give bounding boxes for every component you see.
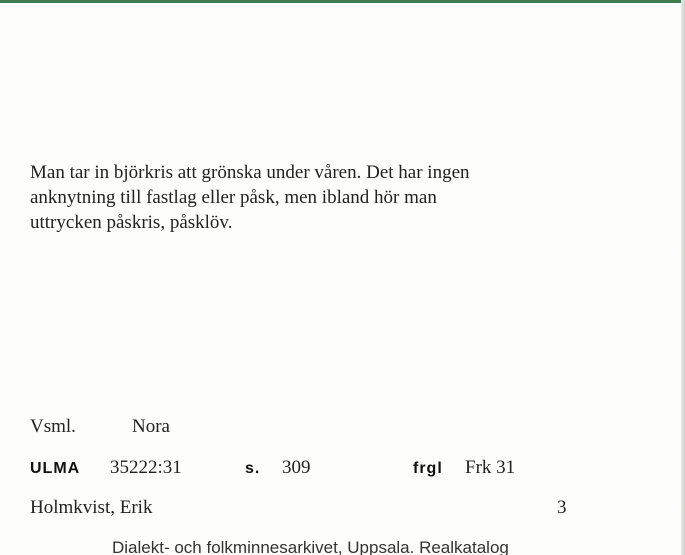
body-line-2: anknytning till fastlag eller påsk, men ibland hör man: [30, 187, 437, 208]
card-right-edge: [681, 0, 685, 555]
page-number: 309: [282, 457, 311, 478]
card-body-text: [30, 160, 620, 235]
body-line-1: Man tar in björkris att grönska under våren. Det har ingen: [30, 162, 470, 183]
informant-name: Holmkvist, Erik: [30, 497, 153, 518]
questionnaire-number: Frk 31: [465, 457, 516, 478]
archive-footer: Dialekt- och folkminnesarkivet, Uppsala. Realkatalog: [112, 538, 509, 555]
body-line-3: uttrycken påskris, påsklöv.: [30, 212, 233, 233]
card-number: 3: [557, 497, 567, 518]
archive-number: 35222:31: [110, 457, 182, 478]
top-edge-strip: [0, 0, 685, 3]
page-label: s.: [245, 460, 261, 477]
parish-label: Nora: [132, 416, 170, 437]
questionnaire-label: frgl: [413, 460, 443, 477]
province-label: Vsml.: [30, 416, 76, 437]
archive-label: ULMA: [30, 460, 81, 477]
